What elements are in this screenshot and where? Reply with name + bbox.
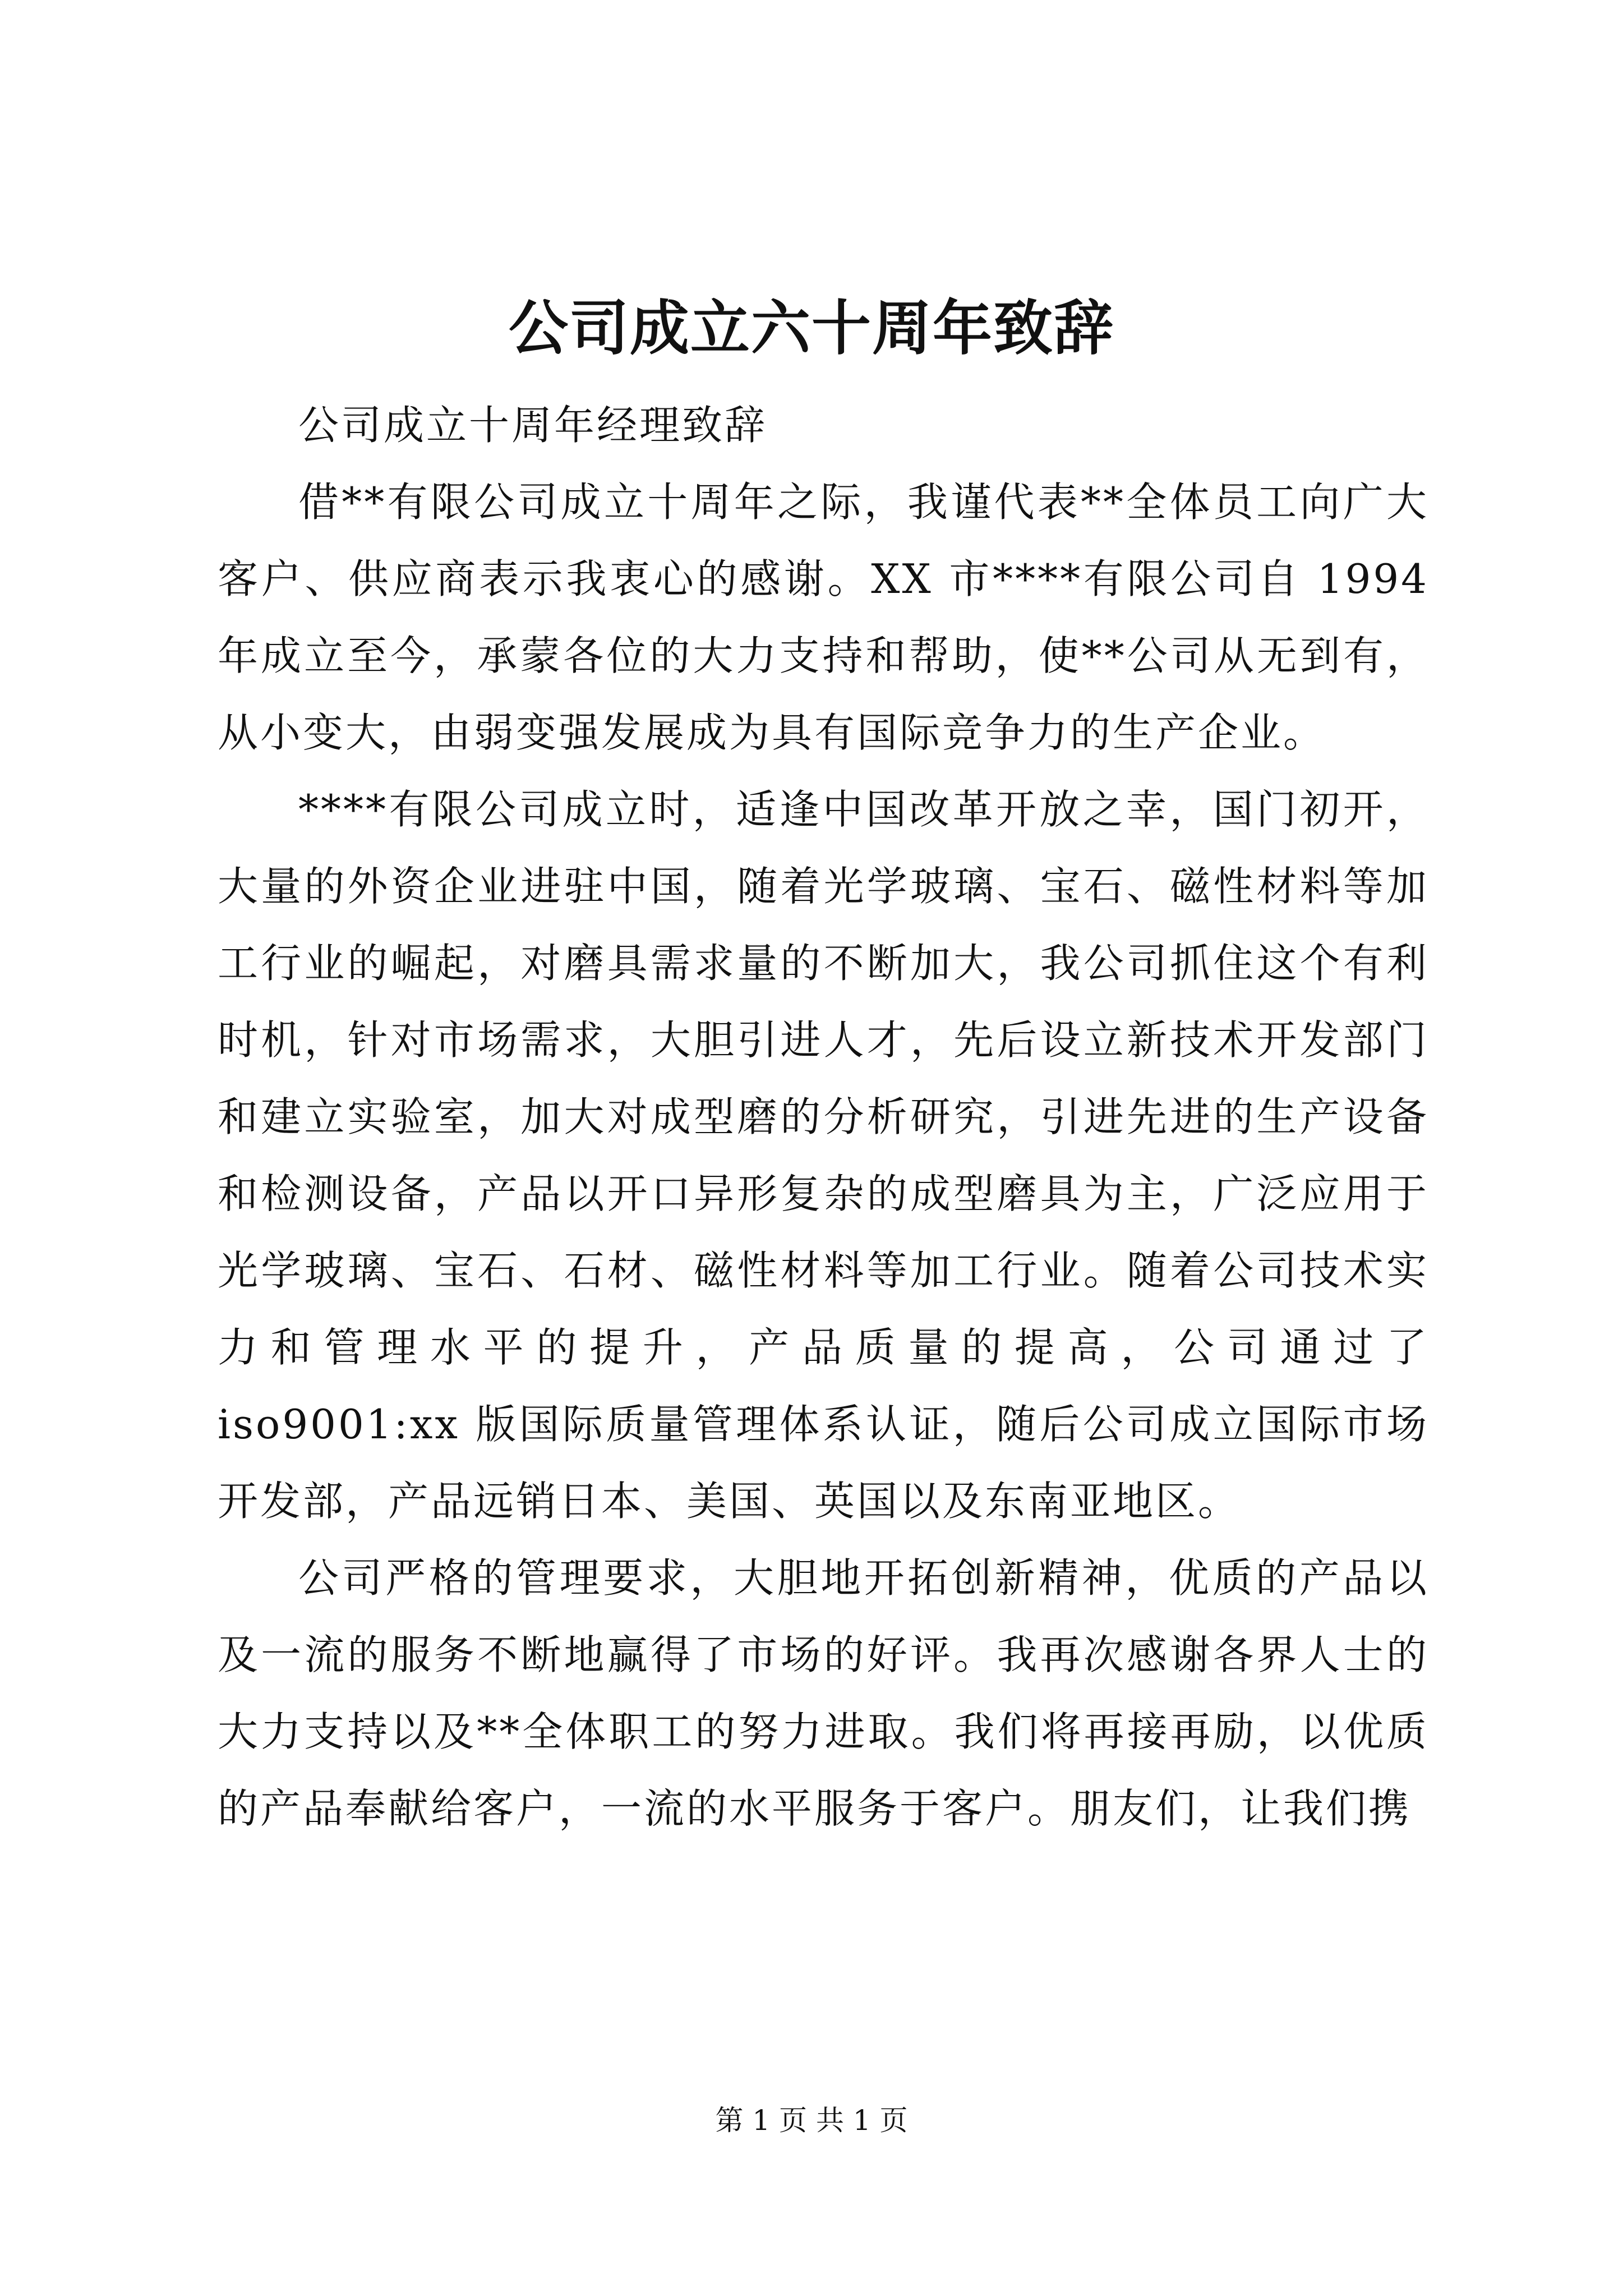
body-paragraph-2: ****有限公司成立时，适逢中国改革开放之幸，国门初开，大量的外资企业进驻中国，随着光学玻璃、宝石、磁性材料等加工行业的崛起，对磨具需求量的不断加大，我公司抓住这个有利时机，针对市场需求，大胆引进人才，先后设立新技术开发部门和建立实验室，加大对成型磨的分析研究，引进先进的生产设备和检测设备，产品以开口异形复杂的成型磨具为主，广泛应用于光学玻璃、宝石、石材、磁性材料等加工行业。随着公司技术实力和管理水平的提升，产品质量的提高，公司通过了 iso9001:xx 版国际质量管理体系认证，随后公司成立国际市场开发部，产品远销日本、美国、英国以及东南亚地区。 — [218, 786, 1429, 1525]
page-footer: 第 1 页 共 1 页 — [715, 2104, 908, 2137]
subtitle-paragraph: 公司成立十周年经理致辞 — [298, 402, 768, 449]
document-body — [218, 387, 1429, 1847]
body-paragraph-1: 借**有限公司成立十周年之际，我谨代表**全体员工向广大客户、供应商表示我衷心的感谢。XX 市****有限公司自 1994 年成立至今，承蒙各位的大力支持和帮助，使**公司从无到有，从小变大，由弱变强发展成为具有国际竞争力的生产企业。 — [218, 478, 1429, 756]
body-paragraph-3: 公司严格的管理要求，大胆地开拓创新精神，优质的产品以及一流的服务不断地赢得了市场的好评。我再次感谢各界人士的大力支持以及**全体职工的努力进取。我们将再接再励，以优质的产品奉献给客户，一流的水平服务于客户。朋友们，让我们携 — [218, 1554, 1429, 1832]
document-title: 公司成立六十周年致辞 — [509, 293, 1114, 363]
